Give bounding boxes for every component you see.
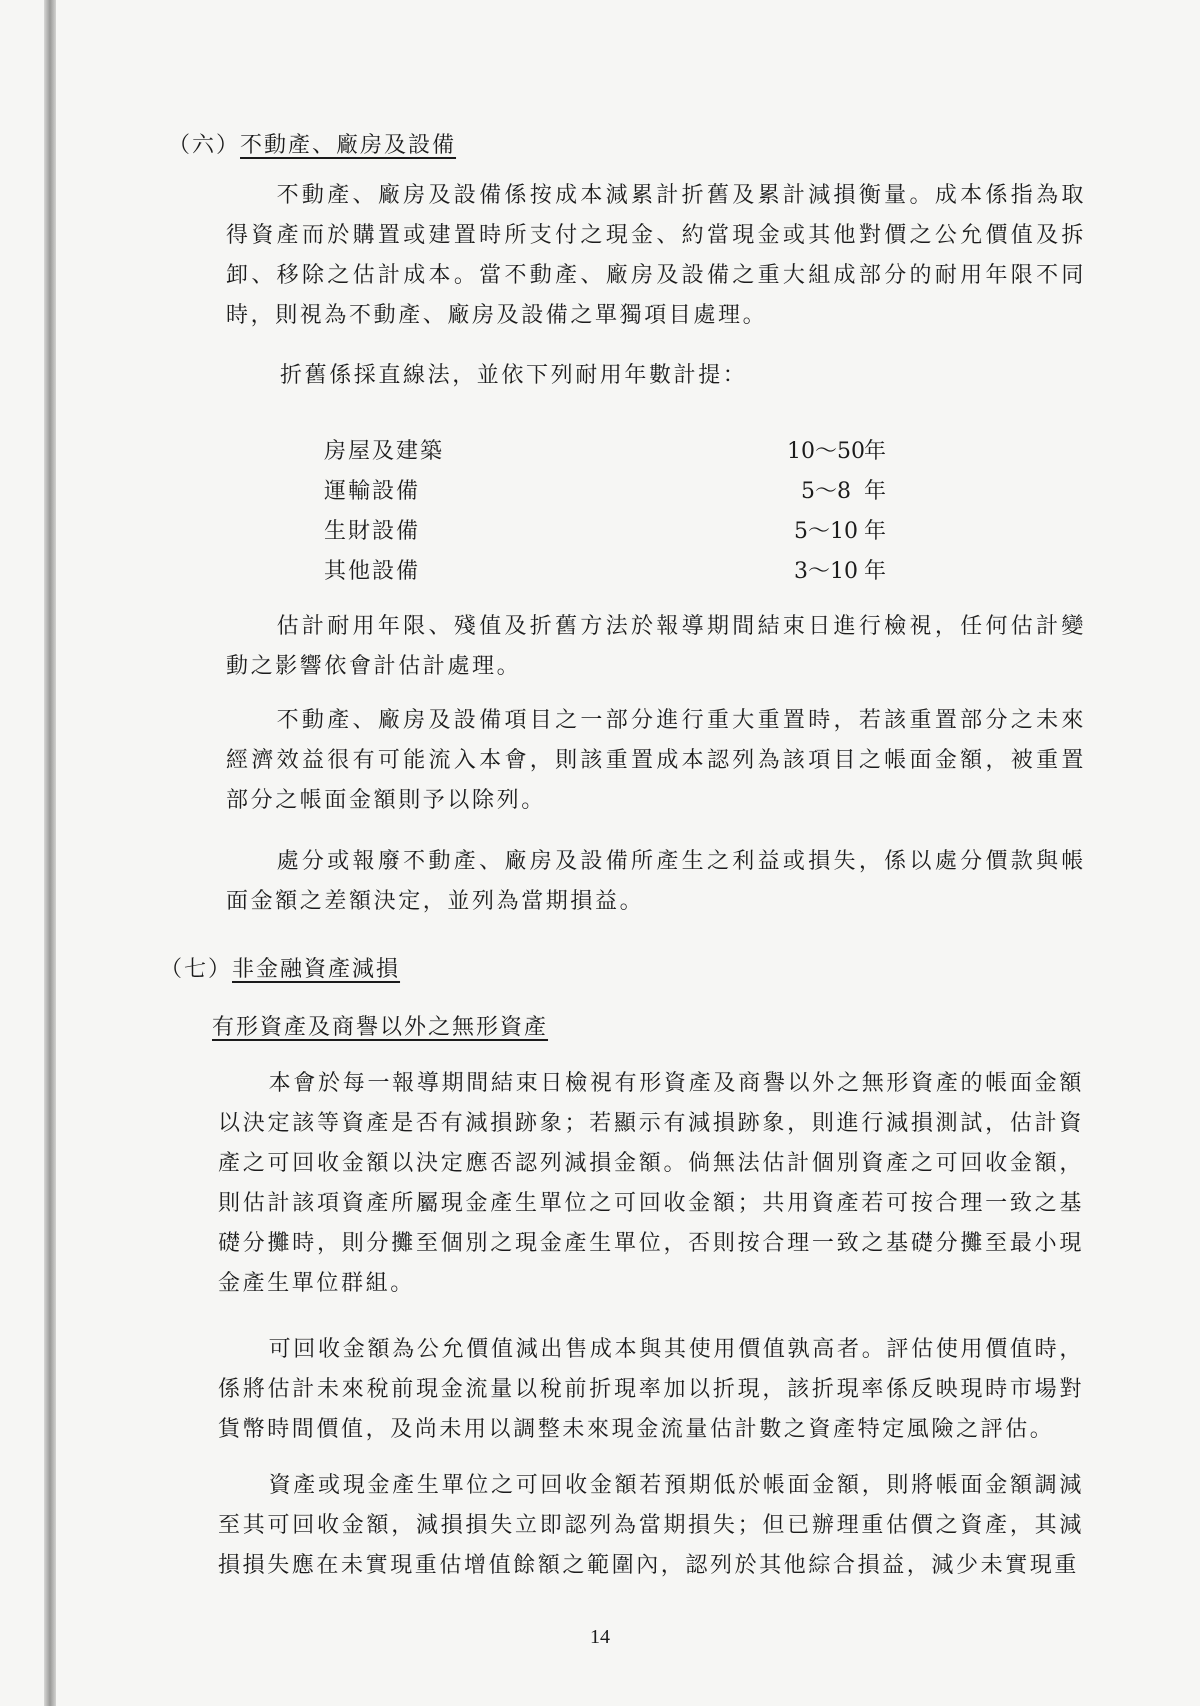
asset-name: 生財設備: [324, 519, 421, 544]
section-7-subheading: 有形資產及商譽以外之無形資產: [212, 1015, 549, 1040]
section-7-heading: [160, 952, 400, 983]
useful-life-row: [324, 474, 904, 514]
asset-name: 其他設備: [324, 559, 421, 584]
section-6-paragraph-1: 不動產、廠房及設備係按成本減累計折舊及累計減損衡量。成本係指為取得資產而於購置或建置時所支付之現金、約當現金或其他對價之公允價值及拆卸、移除之估計成本。當不動產、廠房及設備之重大組成部分的耐用年限不同時，則視為不動產、廠房及設備之單獨項目處理。: [226, 183, 1086, 328]
life-unit: 年: [864, 439, 887, 464]
life-unit: 年: [864, 479, 887, 504]
life-range: 10～50: [787, 439, 865, 464]
life-unit: 年: [864, 519, 887, 544]
section-6-paragraph-4: 不動產、廠房及設備項目之一部分進行重大重置時，若該重置部分之未來經濟效益很有可能流入本會，則該重置成本認列為該項目之帳面金額，被重置部分之帳面金額則予以除列。: [226, 708, 1086, 813]
asset-name: 房屋及建築: [324, 439, 445, 464]
life-range: 3～10: [794, 559, 858, 584]
section-6-paragraph-5: 處分或報廢不動產、廠房及設備所產生之利益或損失，係以處分價款與帳面金額之差額決定，並列為當期損益。: [226, 849, 1086, 914]
section-7-label: （七）: [160, 957, 233, 982]
section-6-heading: [168, 128, 456, 159]
page-number: 14: [590, 1626, 610, 1648]
asset-name: 運輸設備: [324, 479, 421, 504]
section-6-paragraph-3: 估計耐用年限、殘值及折舊方法於報導期間結束日進行檢視，任何估計變動之影響依會計估計處理。: [226, 614, 1086, 679]
section-6-title: 不動產、廠房及設備: [240, 133, 457, 158]
section-7-paragraph-2: 可回收金額為公允價值減出售成本與其使用價值孰高者。評估使用價值時，係將估計未來稅前現金流量以稅前折現率加以折現，該折現率係反映現時市場對貨幣時間價值，及尚未用以調整未來現金流量估計數之資產特定風險之評估。: [218, 1337, 1084, 1442]
section-6-label: （六）: [168, 133, 241, 158]
binding-edge: [44, 0, 56, 1706]
useful-life-row: [324, 514, 904, 554]
useful-life-row: [324, 434, 904, 474]
life-range: 5～8: [801, 479, 851, 504]
section-7-title: 非金融資產減損: [232, 957, 401, 982]
life-unit: 年: [864, 559, 887, 584]
useful-life-row: [324, 554, 904, 594]
life-range: 5～10: [794, 519, 858, 544]
section-6-paragraph-2: 折舊係採直線法，並依下列耐用年數計提：: [280, 363, 748, 388]
section-7-paragraph-3: 資產或現金產生單位之可回收金額若預期低於帳面金額，則將帳面金額調減至其可回收金額，減損損失立即認列為當期損失；但已辦理重估價之資產，其減損損失應在未實現重估增值餘額之範圍內，認列於其他綜合損益，減少未實現重: [218, 1473, 1084, 1578]
section-7-paragraph-1: 本會於每一報導期間結束日檢視有形資產及商譽以外之無形資產的帳面金額以決定該等資產是否有減損跡象；若顯示有減損跡象，則進行減損測試，估計資產之可回收金額以決定應否認列減損金額。倘無法估計個別資產之可回收金額，則估計該項資產所屬現金產生單位之可回收金額；共用資產若可按合理一致之基礎分攤時，則分攤至個別之現金產生單位，否則按合理一致之基礎分攤至最小現金產生單位群組。: [218, 1071, 1084, 1296]
